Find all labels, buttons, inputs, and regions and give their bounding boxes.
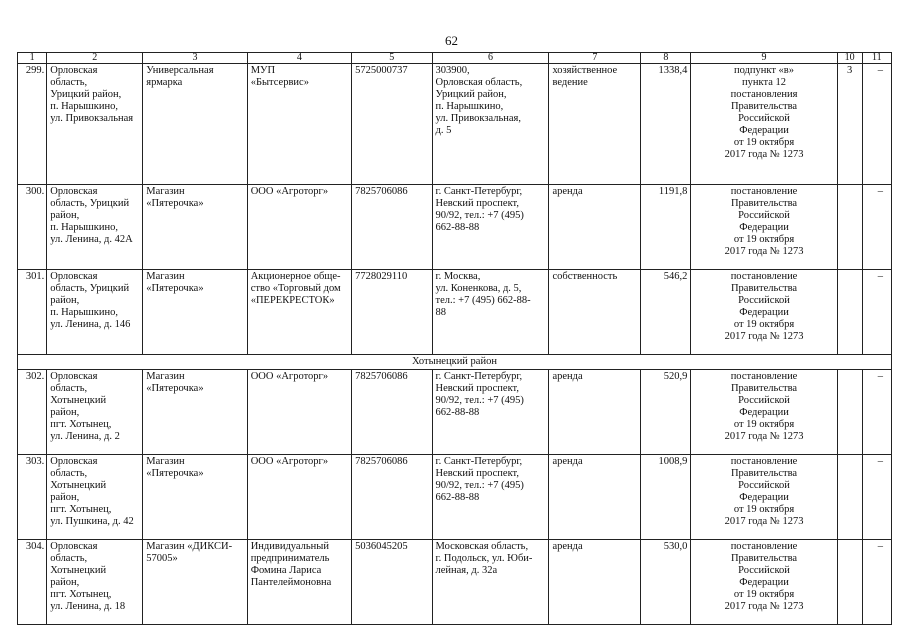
column-10-value [837, 370, 862, 455]
table-row [18, 540, 892, 625]
column-number: 11 [862, 53, 891, 64]
column-number: 9 [691, 53, 837, 64]
object-type: Магазин «Пятерочка» [143, 370, 247, 455]
object-address: Орловская область, Урицкий район, п. Нарышкино, ул. Ленина, д. 42А [47, 185, 143, 270]
legal-address: г. Санкт-Петербург, Невский проспект, 90/92, тел.: +7 (495) 662-88-88 [432, 185, 549, 270]
inn: 5036045205 [352, 540, 432, 625]
ownership-type: хозяйственное ведение [549, 64, 641, 185]
page-number: 62 [445, 33, 458, 48]
row-number: 300. [18, 185, 47, 270]
row-number: 303. [18, 455, 47, 540]
inn: 7728029110 [352, 270, 432, 355]
column-number: 7 [549, 53, 641, 64]
column-11-value: – [862, 270, 891, 355]
area: 1008,9 [641, 455, 691, 540]
object-address: Орловская область, Хотынецкий район, пгт. Хотынец, ул. Пушкина, д. 42 [47, 455, 143, 540]
column-10-value [837, 185, 862, 270]
ownership-type: аренда [549, 540, 641, 625]
column-number-row [18, 53, 892, 64]
object-type: Магазин «Пятерочка» [143, 185, 247, 270]
legal-basis: подпункт «в» пункта 12 постановления Правительства Российской Федерации от 19 октября 2017 года № 1273 [691, 64, 837, 185]
object-type: Магазин «Пятерочка» [143, 270, 247, 355]
legal-address: г. Санкт-Петербург, Невский проспект, 90/92, тел.: +7 (495) 662-88-88 [432, 370, 549, 455]
table-row [18, 455, 892, 540]
object-address: Орловская область, Хотынецкий район, пгт. Хотынец, ул. Ленина, д. 2 [47, 370, 143, 455]
ownership-type: аренда [549, 455, 641, 540]
legal-basis: постановление Правительства Российской Федерации от 19 октября 2017 года № 1273 [691, 455, 837, 540]
ownership-type: собственность [549, 270, 641, 355]
legal-address: 303900, Орловская область, Урицкий район, п. Нарышкино, ул. Привокзальная, д. 5 [432, 64, 549, 185]
object-address: Орловская область, Хотынецкий район, пгт. Хотынец, ул. Ленина, д. 18 [47, 540, 143, 625]
ownership-type: аренда [549, 370, 641, 455]
object-type: Магазин «ДИКСИ- 57005» [143, 540, 247, 625]
column-10-value: 3 [837, 64, 862, 185]
column-11-value: – [862, 64, 891, 185]
row-number: 299. [18, 64, 47, 185]
object-type: Универсальная ярмарка [143, 64, 247, 185]
inn: 7825706086 [352, 185, 432, 270]
area: 1338,4 [641, 64, 691, 185]
table-row [18, 185, 892, 270]
section-title: Хотынецкий район [18, 355, 892, 370]
column-10-value [837, 540, 862, 625]
object-address: Орловская область, Урицкий район, п. Нарышкино, ул. Ленина, д. 146 [47, 270, 143, 355]
inn: 5725000737 [352, 64, 432, 185]
object-address: Орловская область, Урицкий район, п. Нарышкино, ул. Привокзальная [47, 64, 143, 185]
column-11-value: – [862, 370, 891, 455]
area: 530,0 [641, 540, 691, 625]
column-number: 8 [641, 53, 691, 64]
row-number: 301. [18, 270, 47, 355]
column-11-value: – [862, 455, 891, 540]
column-number: 2 [47, 53, 143, 64]
legal-basis: постановление Правительства Российской Федерации от 19 октября 2017 года № 1273 [691, 270, 837, 355]
object-type: Магазин «Пятерочка» [143, 455, 247, 540]
area: 520,9 [641, 370, 691, 455]
inn: 7825706086 [352, 370, 432, 455]
legal-basis: постановление Правительства Российской Федерации от 19 октября 2017 года № 1273 [691, 370, 837, 455]
legal-basis: постановление Правительства Российской Федерации от 19 октября 2017 года № 1273 [691, 185, 837, 270]
column-10-value [837, 455, 862, 540]
row-number: 302. [18, 370, 47, 455]
column-number: 5 [352, 53, 432, 64]
column-11-value: – [862, 185, 891, 270]
section-row [18, 355, 892, 370]
column-number: 1 [18, 53, 47, 64]
organization-name: ООО «Агроторг» [247, 370, 351, 455]
legal-basis: постановление Правительства Российской Федерации от 19 октября 2017 года № 1273 [691, 540, 837, 625]
row-number: 304. [18, 540, 47, 625]
ownership-type: аренда [549, 185, 641, 270]
organization-name: Акционерное обще- ство «Торговый дом «ПЕРЕКРЕСТОК» [247, 270, 351, 355]
organization-name: ООО «Агроторг» [247, 185, 351, 270]
column-number: 4 [247, 53, 351, 64]
registry-table [17, 52, 892, 625]
column-number: 3 [143, 53, 247, 64]
legal-address: Московская область, г. Подольск, ул. Юби- лейная, д. 32а [432, 540, 549, 625]
organization-name: МУП «Бытсервис» [247, 64, 351, 185]
column-10-value [837, 270, 862, 355]
legal-address: г. Москва, ул. Коненкова, д. 5, тел.: +7 (495) 662-88- 88 [432, 270, 549, 355]
organization-name: Индивидуальный предприниматель Фомина Лариса Пантелеймоновна [247, 540, 351, 625]
organization-name: ООО «Агроторг» [247, 455, 351, 540]
column-number: 10 [837, 53, 862, 64]
table-row [18, 270, 892, 355]
inn: 7825706086 [352, 455, 432, 540]
legal-address: г. Санкт-Петербург, Невский проспект, 90/92, тел.: +7 (495) 662-88-88 [432, 455, 549, 540]
table-row [18, 64, 892, 185]
column-11-value: – [862, 540, 891, 625]
column-number: 6 [432, 53, 549, 64]
area: 546,2 [641, 270, 691, 355]
table-row [18, 370, 892, 455]
area: 1191,8 [641, 185, 691, 270]
